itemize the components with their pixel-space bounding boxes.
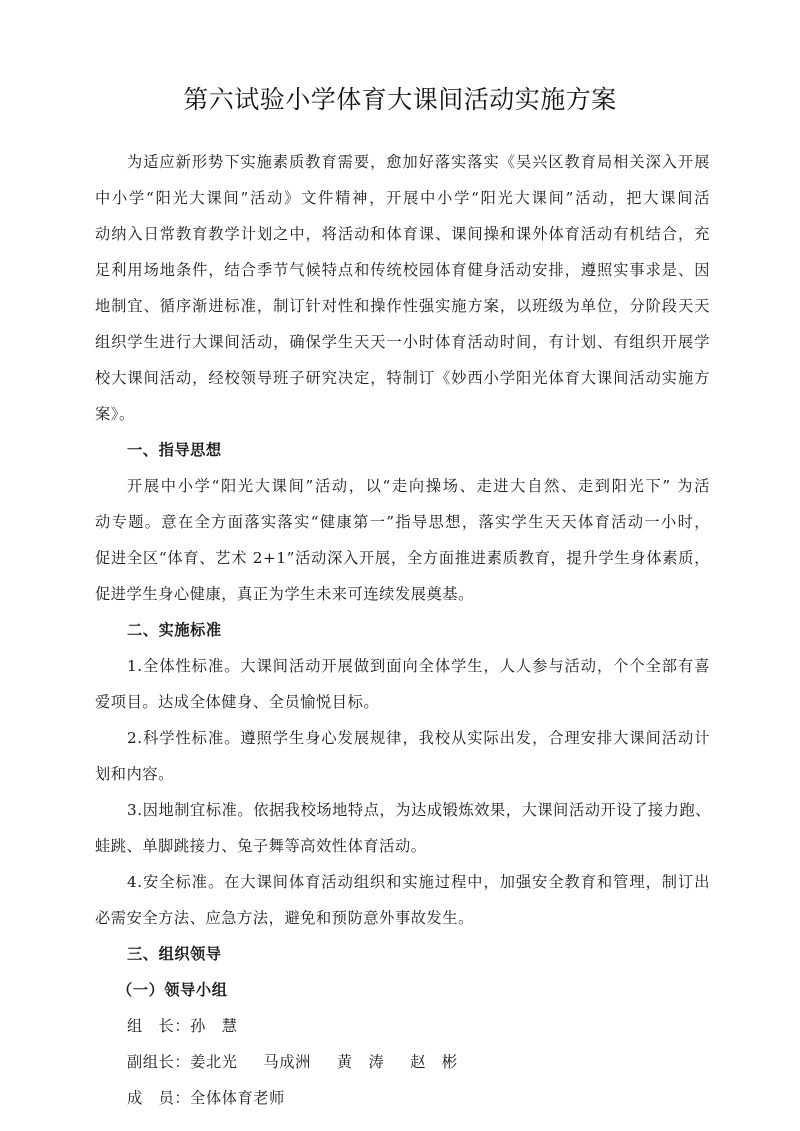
intro-line: 动纳入日常教育教学计划之中，将活动和体育课、课间操和课外体育活动有机结合，充: [95, 225, 710, 243]
deputy-label: 副组长：: [127, 1053, 191, 1071]
standard-item-2-line: 2.科学性标准。遵照学生身心发展规律，我校从实际出发，合理安排大课间活动计: [127, 729, 710, 747]
intro-line: 地制宜、循序渐进标准，制订针对性和操作性强实施方案，以班级为单位，分阶段天天: [95, 297, 710, 315]
subsection-heading-leading-group: （一）领导小组: [117, 981, 228, 999]
section-heading-implementation-standards: 二、实施标准: [127, 621, 222, 639]
standard-item-1-line: 1.全体性标准。大课间活动开展做到面向全体学生，人人参与活动，个个全部有喜: [127, 657, 710, 675]
section1-line: 开展中小学“阳光大课间”活动，以“走向操场、走进大自然、走到阳光下” 为活: [127, 477, 710, 495]
intro-line: 案》。: [95, 405, 135, 423]
intro-line: 为适应新形势下实施素质教育需要，愈加好落实落实《吴兴区教育局相关深入开展: [127, 153, 710, 171]
leader-row: [95, 1016, 238, 1036]
standard-item-3-line: 3.因地制宜标准。依据我校场地特点，为达成锻炼效果，大课间活动开设了接力跑、: [127, 801, 712, 819]
members-value: 全体体育老师: [190, 1089, 285, 1107]
leader-name: 孙 慧: [190, 1017, 238, 1035]
standard-item-2-line: 划和内容。: [95, 765, 174, 783]
section1-line: 动专题。意在全方面落实落实“健康第一”指导思想，落实学生天天体育活动一小时，: [95, 513, 710, 531]
section1-line: 促进全区“体育、艺术 2+1”活动深入开展，全方面推进素质教育，提升学生身体素质，: [95, 549, 710, 567]
deputy-leader-row: [95, 1052, 458, 1072]
section-heading-guiding-ideology: 一、指导思想: [127, 441, 222, 459]
intro-line: 足利用场地条件，结合季节气候特点和传统校园体育健身活动安排，遵照实事求是、因: [95, 261, 710, 279]
members-row: [95, 1088, 285, 1108]
standard-item-4-line: 4.安全标准。在大课间体育活动组织和实施过程中，加强安全教育和管理，制订出: [127, 873, 710, 891]
document-title: 第六试验小学体育大课间活动实施方案: [183, 85, 617, 114]
deputy-name: 黄 涛: [336, 1053, 385, 1071]
deputy-name: 赵 彬: [410, 1053, 458, 1071]
deputy-name: 马成洲: [263, 1053, 311, 1071]
intro-line: 校大课间活动，经校领导班子研究决定，特制订《妙西小学阳光体育大课间活动实施方: [95, 369, 710, 387]
intro-line: 组织学生进行大课间活动，确保学生天天一小时体育活动时间，有计划、有组织开展学: [95, 333, 710, 351]
members-label: 成 员：: [127, 1089, 191, 1107]
intro-line: 中小学“阳光大课间”活动》文件精神，开展中小学“阳光大课间”活动，把大课间活: [95, 189, 710, 207]
standard-item-3-line: 蛙跳、单脚跳接力、兔子舞等高效性体育活动。: [95, 837, 427, 855]
standard-item-4-line: 必需安全方法、应急方法，避免和预防意外事故发生。: [95, 909, 474, 927]
leader-label: 组 长：: [127, 1017, 191, 1035]
standard-item-1-line: 爱项目。达成全体健身、全员愉悦目标。: [95, 693, 380, 711]
section1-line: 促进学生身心健康，真正为学生未来可连续发展奠基。: [95, 585, 474, 603]
deputy-name: 姜北光: [190, 1053, 238, 1071]
section-heading-organization-leadership: 三、组织领导: [127, 945, 222, 963]
